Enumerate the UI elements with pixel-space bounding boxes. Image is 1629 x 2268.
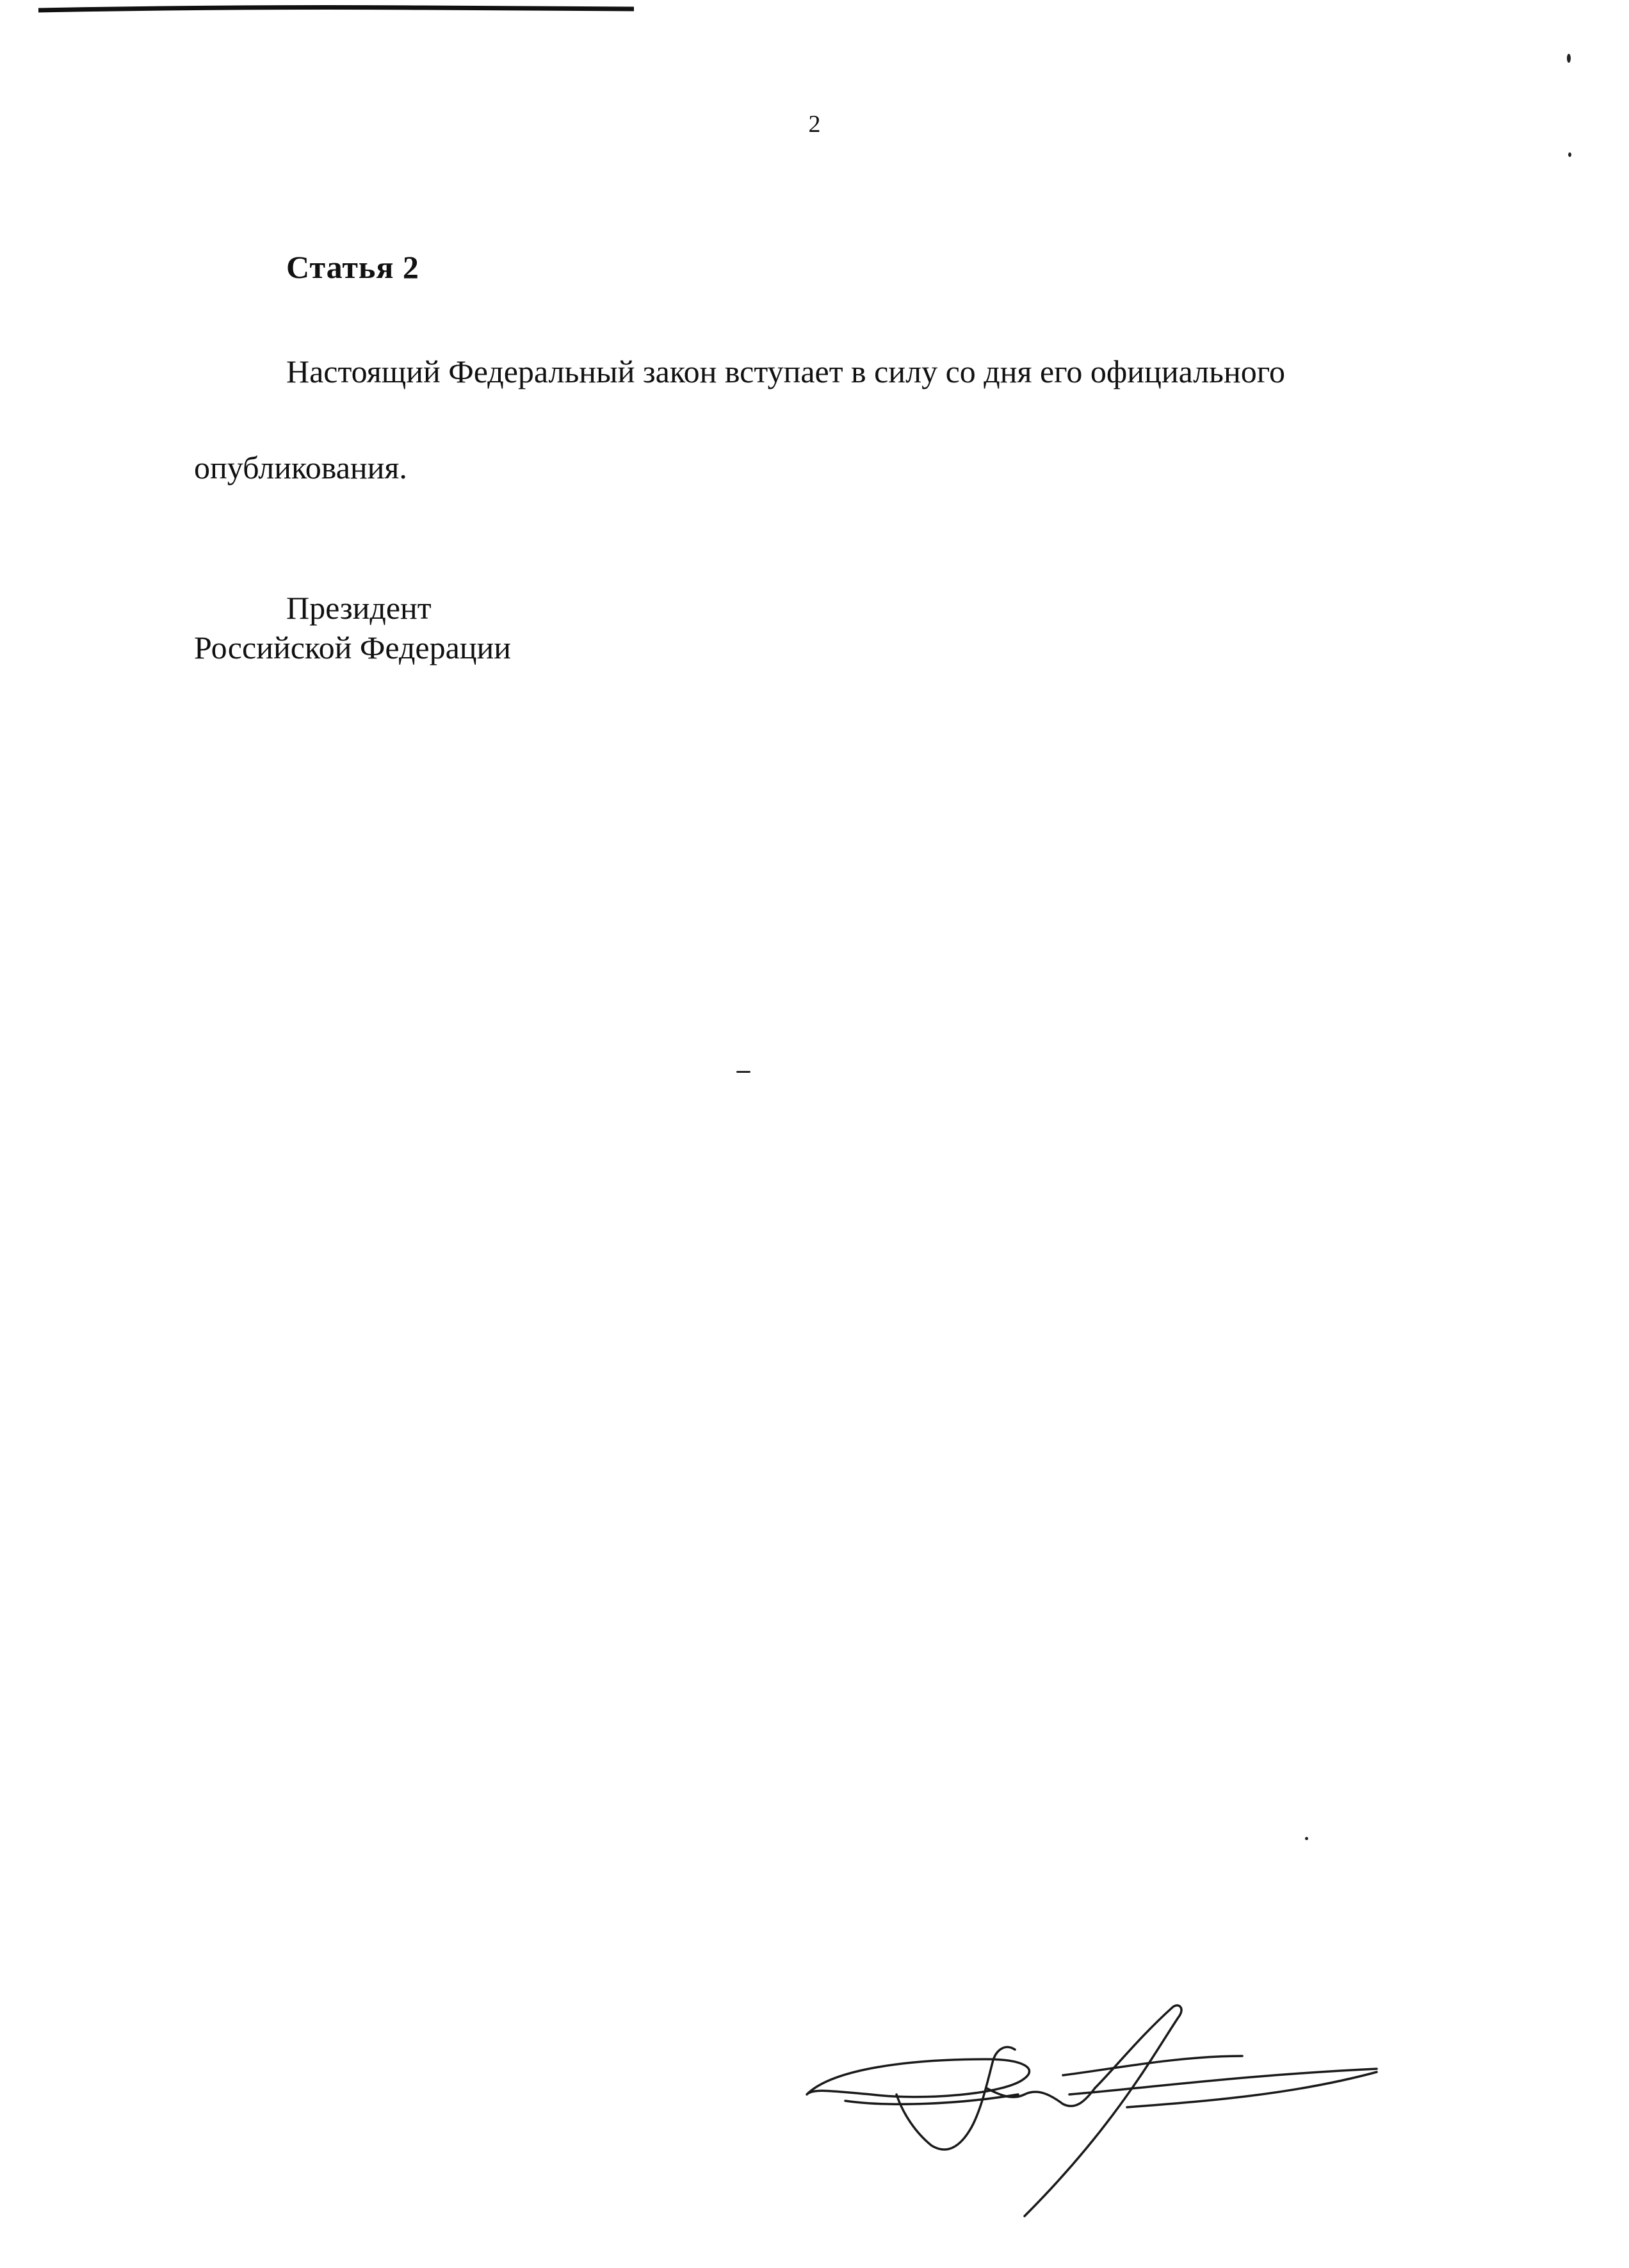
article-text-line-2: опубликования.: [194, 450, 407, 485]
handwritten-signature: [794, 1998, 1383, 2229]
signatory-block: [194, 588, 511, 667]
article-body: [194, 323, 1449, 516]
signatory-title-line-2: Российской Федерации: [194, 630, 512, 665]
article-text-line-1: Настоящий Федеральный закон вступает в силу со дня его официального: [286, 354, 1285, 389]
page-number: 2: [808, 111, 821, 138]
scan-speck: [736, 1071, 750, 1073]
signatory-title-line-1: Президент: [286, 590, 432, 626]
scan-edge-line: [38, 5, 634, 14]
scan-speck: [1567, 54, 1571, 63]
scan-speck: [1568, 152, 1571, 157]
scan-speck: [1305, 1837, 1308, 1840]
article-heading: Статья 2: [286, 249, 419, 285]
